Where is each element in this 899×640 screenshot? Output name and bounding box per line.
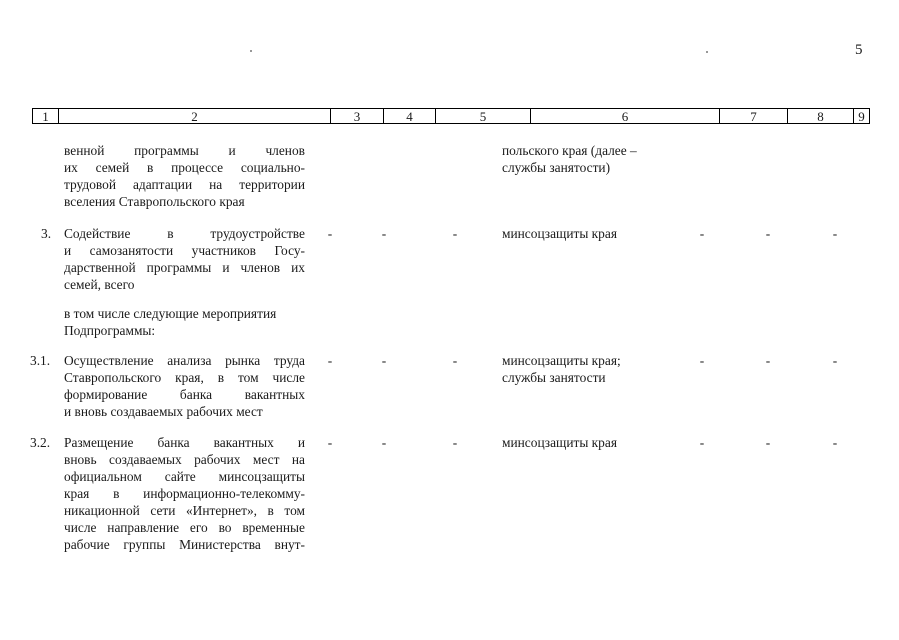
description-line: Ставропольского края, в том числе — [64, 370, 305, 385]
row-executor — [502, 142, 672, 176]
row-number: 3. — [41, 226, 52, 241]
description-line: Содействие в трудоустройстве — [64, 226, 305, 241]
col8-value: - — [765, 226, 771, 241]
col3-value: - — [327, 435, 333, 450]
description-line: и самозанятости участников Госу- — [64, 243, 305, 258]
row-description — [64, 352, 305, 420]
table-header-row — [32, 108, 870, 124]
col3-value: - — [327, 353, 333, 368]
scan-speck — [250, 50, 252, 52]
description-line: в том числе следующие мероприятия — [64, 306, 277, 321]
col4-value: - — [381, 226, 387, 241]
row-number: 3.2. — [30, 435, 51, 450]
col9-value: - — [832, 353, 838, 368]
header-col-3: 3 — [331, 109, 384, 123]
col9-value: - — [832, 435, 838, 450]
col5-value: - — [452, 226, 458, 241]
description-line: Осуществление анализа рынка труда — [64, 353, 305, 368]
description-line: края в информационно-телекомму- — [64, 486, 305, 501]
row-description — [64, 142, 305, 210]
executor-line: службы занятости) — [502, 160, 611, 175]
description-line: их семей в процессе социально- — [64, 160, 305, 175]
scan-speck — [706, 51, 708, 53]
header-col-1: 1 — [33, 109, 59, 123]
row-description — [64, 305, 305, 339]
header-col-4: 4 — [384, 109, 436, 123]
row-executor — [502, 434, 672, 451]
executor-line: минсоцзащиты края; — [502, 353, 621, 368]
description-line: никационной сети «Интернет», в том — [64, 503, 305, 518]
description-line: Подпрограммы: — [64, 323, 156, 338]
description-line: венной программы и членов — [64, 143, 305, 158]
col7-value: - — [699, 435, 705, 450]
header-col-6: 6 — [531, 109, 720, 123]
header-col-7: 7 — [720, 109, 788, 123]
row-description — [64, 434, 305, 553]
description-line: официальном сайте минсоцзащиты — [64, 469, 305, 484]
header-col-8: 8 — [788, 109, 854, 123]
col4-value: - — [381, 353, 387, 368]
description-line: рабочие группы Министерства внут- — [64, 537, 305, 552]
col7-value: - — [699, 353, 705, 368]
description-line: трудовой адаптации на территории — [64, 177, 305, 192]
header-col-9: 9 — [858, 109, 865, 124]
col4-value: - — [381, 435, 387, 450]
row-description — [64, 225, 305, 293]
row-executor — [502, 352, 672, 386]
description-line: и вновь создаваемых рабочих мест — [64, 404, 263, 419]
col5-value: - — [452, 435, 458, 450]
header-col-2: 2 — [59, 109, 331, 123]
description-line: семей, всего — [64, 277, 135, 292]
col8-value: - — [765, 353, 771, 368]
executor-line: минсоцзащиты края — [502, 226, 617, 241]
description-line: формирование банка вакантных — [64, 387, 305, 402]
page-number: 5 — [855, 42, 863, 58]
description-line: дарственной программы и членов их — [64, 260, 305, 275]
description-line: вселения Ставропольского края — [64, 194, 245, 209]
col9-value: - — [832, 226, 838, 241]
header-col-5: 5 — [436, 109, 531, 123]
col7-value: - — [699, 226, 705, 241]
executor-line: польского края (далее – — [502, 143, 637, 158]
col8-value: - — [765, 435, 771, 450]
executor-line: минсоцзащиты края — [502, 435, 617, 450]
executor-line: службы занятости — [502, 370, 606, 385]
row-executor — [502, 225, 672, 242]
col3-value: - — [327, 226, 333, 241]
col5-value: - — [452, 353, 458, 368]
description-line: числе направление его во временные — [64, 520, 305, 535]
description-line: Размещение банка вакантных и — [64, 435, 305, 450]
description-line: вновь создаваемых рабочих мест на — [64, 452, 305, 467]
row-number: 3.1. — [30, 353, 51, 368]
